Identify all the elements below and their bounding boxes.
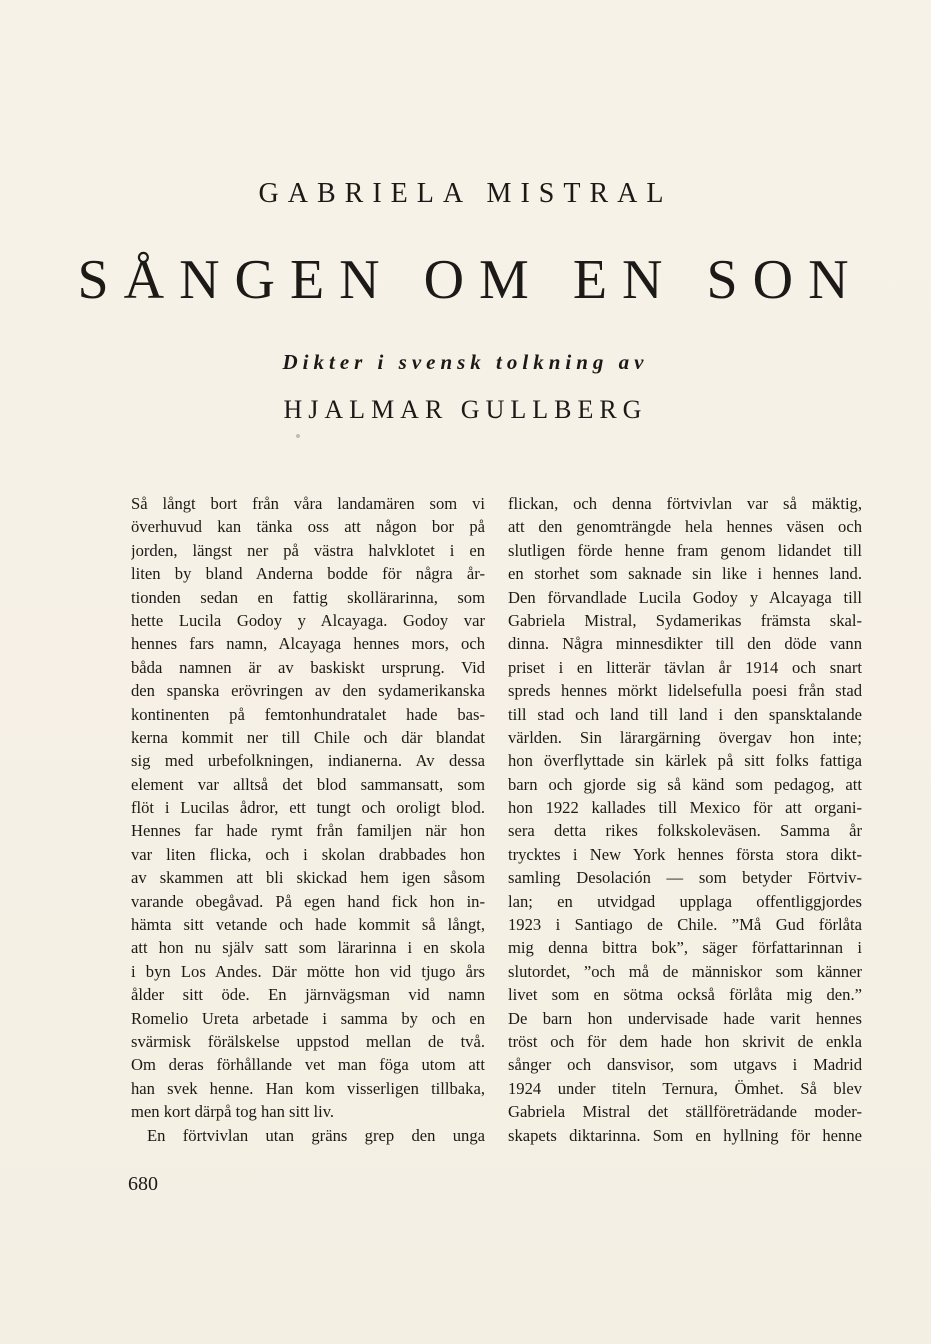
text-line: i byn Los Andes. Där mötte hon vid tjugo års [131,961,485,981]
text-line: Gabriela Mistral det ställföreträdande moder- [508,1102,862,1122]
text-line: barn och gjorde sig så känd som pedagog, att [508,774,862,794]
text-line: en storhet som saknade sin like i hennes land. [508,564,862,584]
text-line: kerna kommit ner till Chile och där blandat [131,727,485,747]
left-text-column [131,492,485,1147]
text-line: svärmisk förälskelse uppstod mellan de två. [131,1031,485,1051]
text-line: sera detta rikes folkskoleväsen. Samma år [508,821,862,841]
text-line: han svek henne. Han kom visserligen tillbaka, [131,1078,485,1098]
text-line: slutligen förde henne fram genom lidandet till [508,540,862,560]
text-line: världen. Sin lärargärning övergav hon inte; [508,727,862,747]
text-line: hämta sitt vetande och hade kommit så långt, [131,915,485,935]
text-line: Om deras förhållande vet man föga utom att [131,1055,485,1075]
text-line: hennes fars namn, Alcayaga hennes mors, och [131,634,485,654]
text-line: till stad och land till land i den spansktalande [508,704,862,724]
text-line: De barn hon undervisade hade varit hennes [508,1008,862,1028]
text-line: Den förvandlade Lucila Godoy y Alcayaga till [508,587,862,607]
text-line: den spanska erövringen av den sydamerikanska [131,681,485,701]
text-line: flickan, och denna förtvivlan var så mäktig, [508,494,862,513]
text-line: livet som en sötma också förlåta mig den.” [508,985,862,1005]
text-line: hette Lucila Godoy y Alcayaga. Godoy var [131,610,485,630]
page-number: 680 [128,1173,158,1195]
text-line: liten by bland Anderna bodde för några år- [131,564,485,584]
text-line: av skammen att bli skickad hem igen såsom [131,868,485,888]
text-line: tionden sedan en fattig skollärarinna, som [131,587,485,607]
right-text-column [508,492,862,1147]
text-line: men kort därpå tog han sitt liv. [131,1102,335,1122]
text-line: spreds hennes mörkt lidelsefulla poesi från stad [508,681,862,701]
translator-heading: HJALMAR GULLBERG [283,395,648,424]
text-line: Gabriela Mistral, Sydamerikas främsta skal- [508,610,862,630]
text-line: dinna. Några minnesdikter till den döde vann [508,634,862,654]
text-line: varande obegåvad. På egen hand fick hon in- [131,891,485,911]
page-title: SÅNGEN OM EN SON [77,249,864,311]
text-line: En förtvivlan utan gräns grep den unga [147,1125,485,1145]
text-line: 1923 i Santiago de Chile. ”Må Gud förlåta [508,915,862,935]
text-line: Så långt bort från våra landamären som vi [131,494,485,513]
text-line: jorden, längst ner på västra halvklotet i en [131,540,485,560]
text-line: kontinenten på femtonhundratalet hade bas- [131,704,485,724]
text-line: skapets diktarinna. Som en hyllning för henne [508,1125,862,1145]
text-line: Hennes far hade rymt från familjen när hon [131,821,485,841]
text-line: att den genomträngde hela hennes väsen och [508,517,862,537]
subtitle: Dikter i svensk tolkning av [282,350,649,374]
text-line: 1924 under titeln Ternura, Ömhet. Så blev [508,1078,862,1098]
text-line: trycktes i New York hennes första stora dikt- [508,844,862,864]
text-line: hon överflyttade sin kärlek på sitt folks fattiga [508,751,862,771]
text-line: mig denna bittra bok”, säger författarinnan i [508,938,862,958]
text-line: slutordet, ”och må de människor som känner [508,961,862,981]
text-line: att hon nu själv satt som lärarinna i en skola [131,938,485,958]
text-line: hon 1922 kallades till Mexico för att organi- [508,798,862,818]
text-line: sig med urbefolkningen, indianerna. Av dessa [131,751,485,771]
text-line: samling Desolación — som betyder Förtviv- [508,868,862,888]
text-line: priset i en litterär tävlan år 1914 och snart [508,657,862,677]
author-heading: GABRIELA MISTRAL [258,178,673,209]
text-line: var liten flicka, och i skolan drabbades hon [131,844,485,864]
text-line: lan; en utvidgad upplaga offentliggjordes [508,891,862,911]
ornament-dot [296,434,300,438]
text-line: Romelio Ureta arbetade i samma by och en [131,1008,485,1028]
text-line: ålder sitt öde. En järnvägsman vid namn [131,985,485,1005]
text-line: överhuvud kan tänka oss att någon bor på [131,517,485,537]
text-line: flöt i Lucilas ådror, ett tungt och oroligt blod. [131,798,485,818]
text-line: tröst och för dem hade hon skrivit de enkla [508,1031,862,1051]
text-line: sånger och dansvisor, som utgavs i Madrid [508,1055,862,1075]
text-line: element var alltså det blod sammansatt, som [131,774,485,794]
text-line: båda namnen är av baskiskt ursprung. Vid [131,657,485,677]
